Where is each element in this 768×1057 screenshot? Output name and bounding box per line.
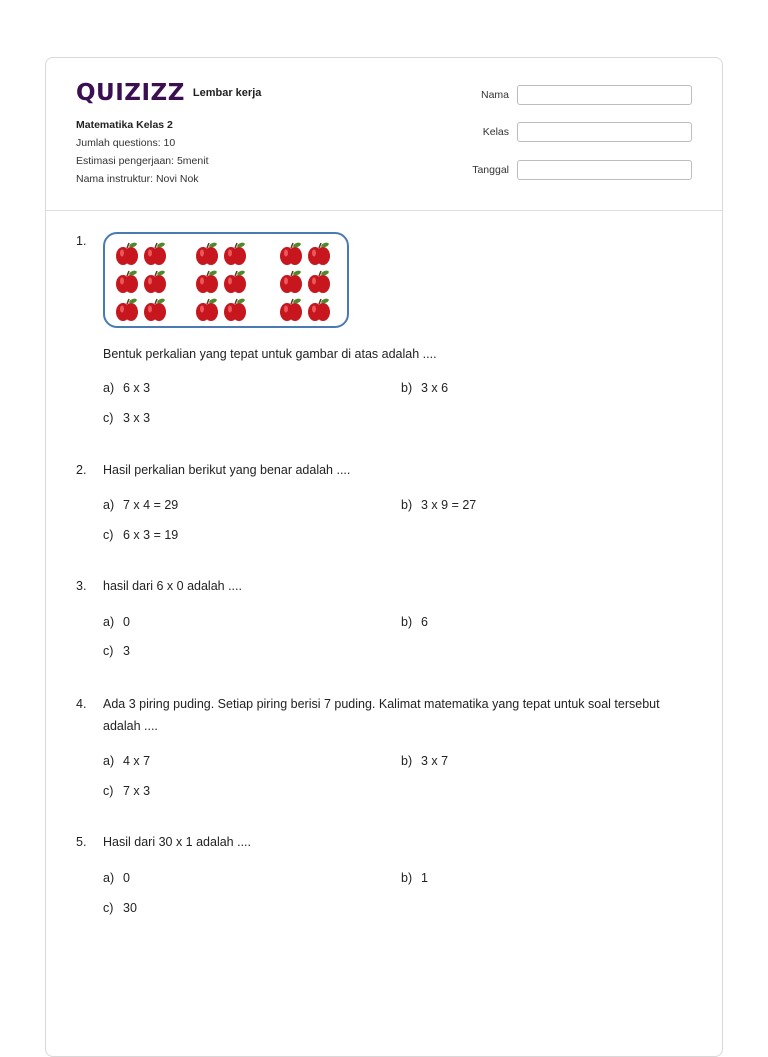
question-2-option-a[interactable]: a) 7 x 4 = 29	[103, 498, 179, 512]
question-2-option-c[interactable]: c) 6 x 3 = 19	[103, 528, 179, 542]
apple-icon	[308, 270, 330, 293]
questions-count: Jumlah questions: 10	[76, 137, 176, 149]
apple-icon	[224, 298, 246, 321]
question-3-text: hasil dari 6 x 0 adalah ....	[103, 579, 242, 593]
apple-icon	[144, 298, 166, 321]
question-1-number: 1.	[76, 234, 87, 248]
apple-icon	[224, 242, 246, 265]
apple-icon	[116, 298, 138, 321]
question-4-text: Ada 3 piring puding. Setiap piring berisi 7 puding. Kalimat matematika yang tepat untuk soal tersebut adalah ....	[103, 697, 660, 733]
date-label: Tanggal	[472, 164, 509, 176]
question-3-number: 3.	[76, 579, 87, 593]
apples-picture	[103, 232, 349, 328]
apples-illustration	[105, 234, 347, 326]
time-estimate: Estimasi pengerjaan: 5menit	[76, 155, 209, 167]
worksheet-subtitle: Lembar kerja	[192, 87, 262, 99]
worksheet-title: Matematika Kelas 2	[76, 119, 173, 131]
apple-icon	[280, 242, 302, 265]
question-5-option-b[interactable]: b) 1	[401, 871, 428, 885]
class-label: Kelas	[482, 126, 509, 138]
class-field[interactable]	[517, 122, 692, 142]
question-3-option-c[interactable]: c) 3	[103, 644, 130, 658]
question-2-option-b[interactable]: b) 3 x 9 = 27	[401, 498, 477, 512]
instructor-name: Nama instruktur: Novi Nok	[76, 173, 199, 185]
question-3-option-b[interactable]: b) 6	[401, 615, 428, 629]
logo-text: QUIZIZZ	[76, 80, 185, 106]
question-1-option-a[interactable]: a) 6 x 3	[103, 381, 151, 395]
apple-icon	[196, 270, 218, 293]
apple-icon	[144, 242, 166, 265]
question-1-option-c[interactable]: c) 3 x 3	[103, 411, 151, 425]
apple-icon	[280, 270, 302, 293]
question-1-option-b[interactable]: b) 3 x 6	[401, 381, 449, 395]
name-label: Nama	[480, 89, 509, 101]
apple-icon	[116, 242, 138, 265]
question-4-option-b[interactable]: b) 3 x 7	[401, 754, 449, 768]
question-2-text: Hasil perkalian berikut yang benar adalah ....	[103, 463, 351, 477]
apple-icon	[196, 242, 218, 265]
question-4-option-a[interactable]: a) 4 x 7	[103, 754, 151, 768]
apple-icon	[308, 242, 330, 265]
question-5-number: 5.	[76, 835, 87, 849]
quizizz-logo	[76, 80, 261, 106]
question-1-text: Bentuk perkalian yang tepat untuk gambar di atas adalah ....	[103, 347, 437, 361]
question-5-option-c[interactable]: c) 30	[103, 901, 137, 915]
apple-icon	[116, 270, 138, 293]
worksheet-header	[46, 58, 722, 211]
apple-icon	[196, 298, 218, 321]
question-3-option-a[interactable]: a) 0	[103, 615, 130, 629]
worksheet-page	[45, 57, 723, 1057]
apple-icon	[144, 270, 166, 293]
date-field[interactable]	[517, 160, 692, 180]
question-5-option-a[interactable]: a) 0	[103, 871, 130, 885]
question-4-number: 4.	[76, 697, 87, 711]
apple-icon	[280, 298, 302, 321]
question-2-number: 2.	[76, 463, 87, 477]
apple-icon	[308, 298, 330, 321]
question-5-text: Hasil dari 30 x 1 adalah ....	[103, 835, 251, 849]
name-field[interactable]	[517, 85, 692, 105]
worksheet-meta	[76, 116, 209, 188]
apple-icon	[224, 270, 246, 293]
question-4-option-c[interactable]: c) 7 x 3	[103, 784, 151, 798]
